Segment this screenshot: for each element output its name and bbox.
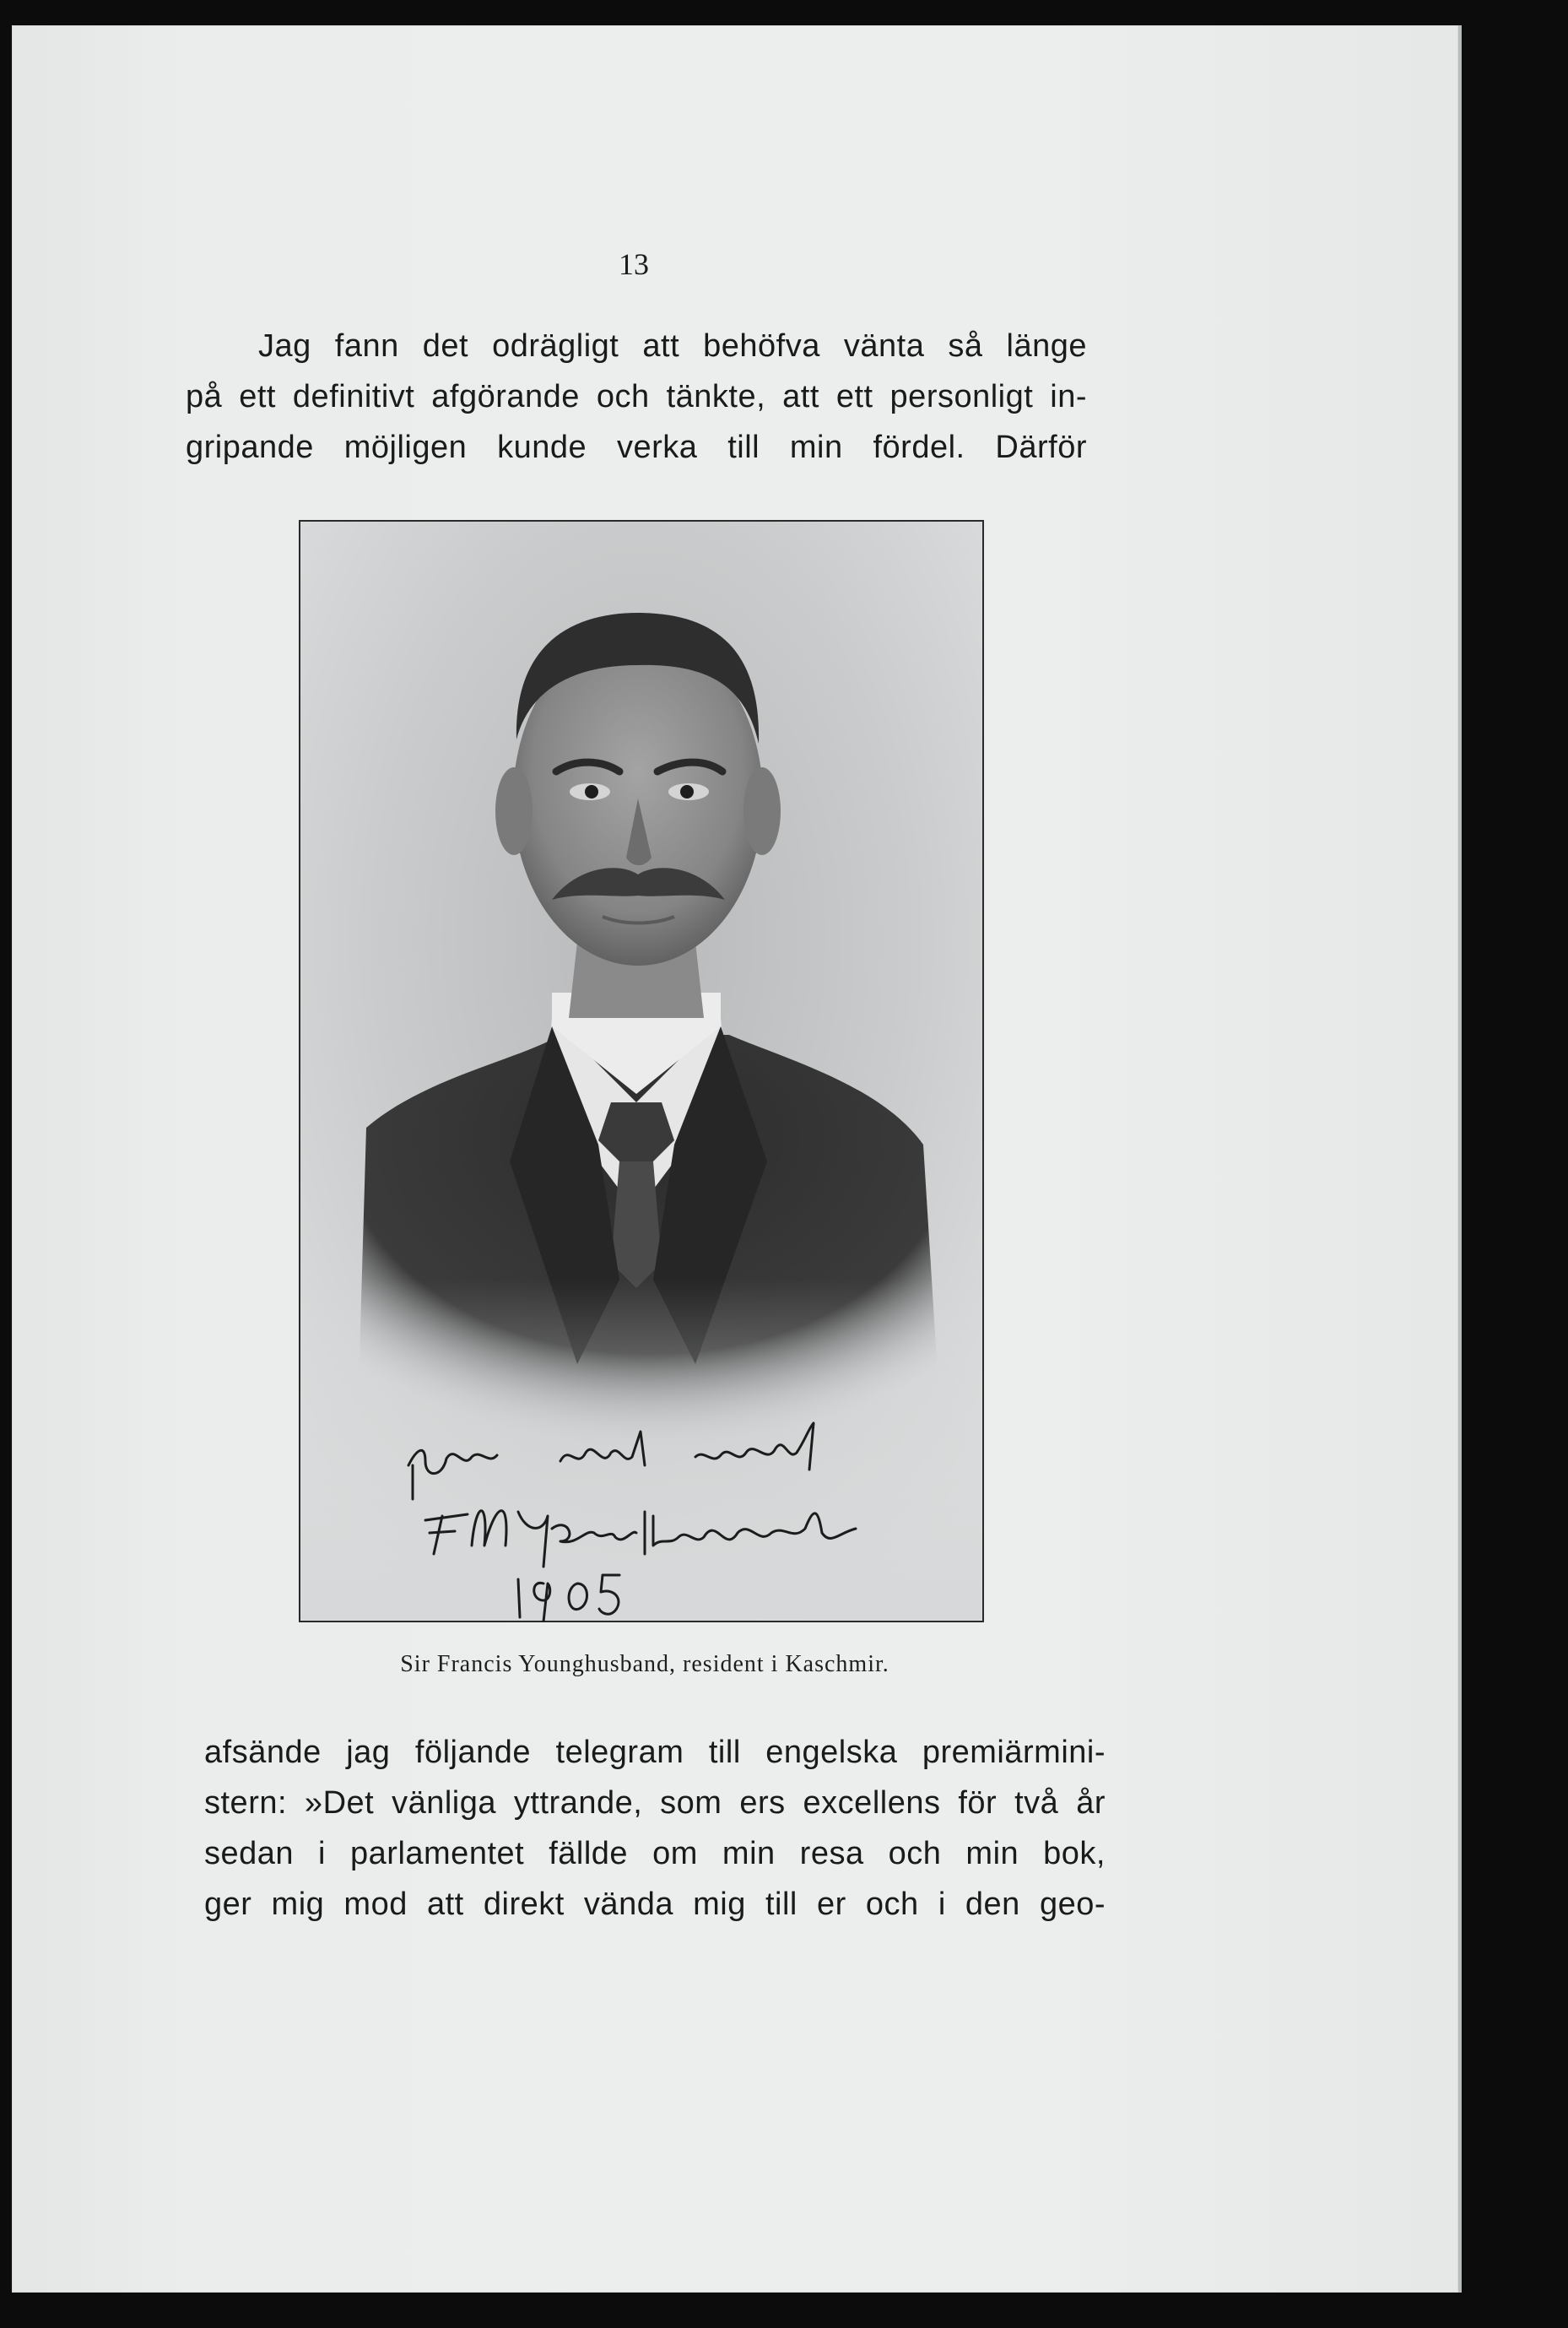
page-number: 13 [619, 247, 649, 281]
paragraph-top [186, 321, 1087, 473]
paragraph-bottom [204, 1727, 1106, 1930]
text-line: ger mig mod att direkt vända mig till er och i den geo- [204, 1887, 1106, 1922]
text-line: stern: »Det vänliga yttrande, som ers excellens för två år [204, 1785, 1106, 1821]
book-page [12, 25, 1458, 2293]
text-line: Jag fann det odrägligt att behöfva vänta så länge [258, 328, 1087, 364]
text-line: afsände jag följande telegram till engelska premiärmini- [204, 1735, 1106, 1770]
page-edge [1458, 25, 1462, 2293]
text-line: på ett definitivt afgörande och tänkte, att ett personligt in- [186, 379, 1087, 414]
portrait-plate [299, 520, 984, 1622]
text-line: sedan i parlamentet fällde om min resa och min bok, [204, 1836, 1106, 1871]
text-line: gripande möjligen kunde verka till min fördel. Därför [186, 430, 1087, 465]
portrait-photograph [299, 520, 984, 1622]
figure-caption: Sir Francis Younghusband, resident i Kaschmir. [400, 1651, 889, 1677]
